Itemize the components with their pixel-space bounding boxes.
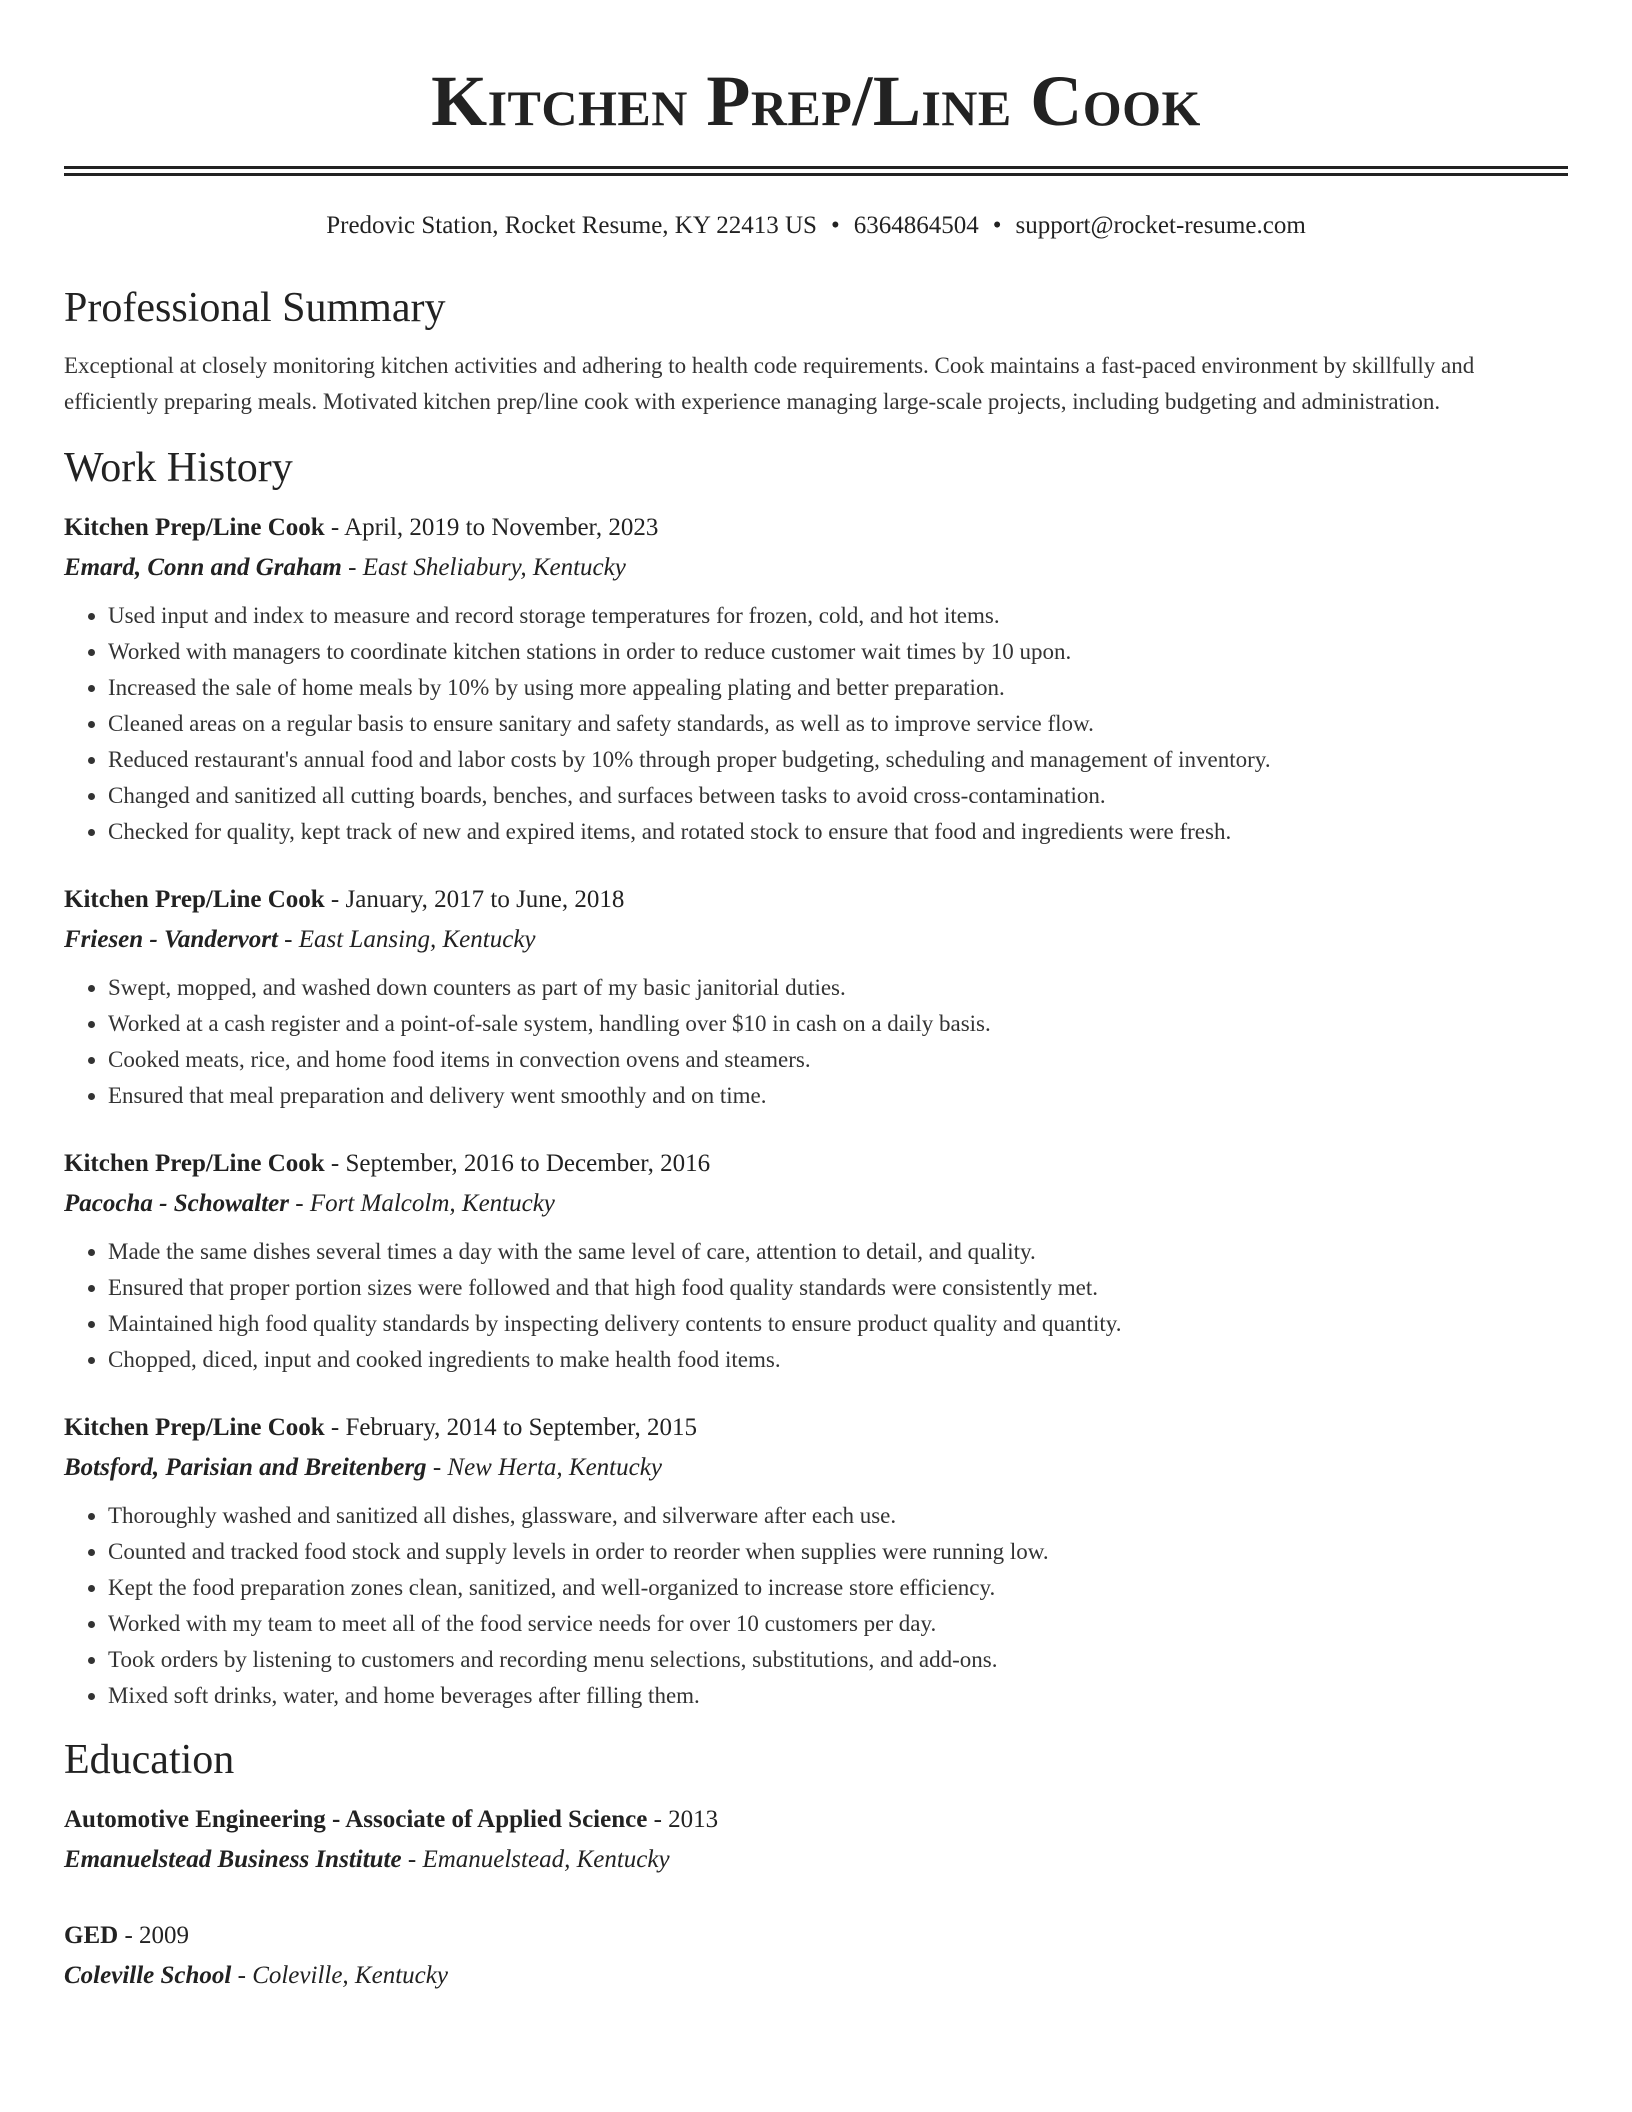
job-company-line <box>64 548 1568 588</box>
dash-separator: - <box>277 926 299 953</box>
education-section-title: Education <box>64 1737 235 1783</box>
dash-separator: - <box>341 554 363 581</box>
education-school-line <box>64 1956 1568 1996</box>
education-school: Emanuelstead Business Institute <box>64 1846 402 1873</box>
summary-text: Exceptional at closely monitoring kitchen activities and adhering to health code requirements. Cook maintains a fast-paced environment by skillfully and efficiently preparing meals. Motivated kitchen prep/line cook with experience managing large-scale projects, including budgeting and administration. <box>64 353 1475 414</box>
contact-address: Predovic Station, Rocket Resume, KY 22413 US <box>326 212 817 239</box>
job-bullet: • Reduced restaurant's annual food and labor costs by 10% through proper budgeting, scheduling and management of inventory. <box>108 742 1568 778</box>
job-title: Kitchen Prep/Line Cook <box>64 886 325 913</box>
education-list <box>64 1800 1568 1996</box>
dash-separator: - <box>324 514 345 541</box>
job-title: Kitchen Prep/Line Cook <box>64 1414 325 1441</box>
job-bullet: • Ensured that proper portion sizes were followed and that high food quality standards were consistently met. <box>108 1270 1568 1306</box>
job-bullet-list <box>64 1234 1568 1378</box>
job-bullet-list <box>64 970 1568 1114</box>
education-year: 2013 <box>668 1806 719 1833</box>
job-bullet: • Used input and index to measure and record storage temperatures for frozen, cold, and hot items. <box>108 598 1568 634</box>
dash-separator: - <box>324 1150 346 1177</box>
job-title-line <box>64 508 1568 548</box>
contact-line <box>64 210 1568 242</box>
education-degree: GED <box>64 1922 119 1949</box>
job-location: East Lansing, Kentucky <box>298 926 536 953</box>
job-bullet: • Thoroughly washed and sanitized all dishes, glassware, and silverware after each use. <box>108 1498 1568 1534</box>
job-bullet: • Worked with my team to meet all of the food service needs for over 10 customers per day. <box>108 1606 1568 1642</box>
dash-separator: - <box>426 1454 448 1481</box>
contact-separator: • <box>992 212 1002 239</box>
education-degree-line <box>64 1800 1568 1840</box>
contact-email: support@rocket-resume.com <box>1015 212 1306 239</box>
contact-separator: • <box>830 212 840 239</box>
job-bullet-list <box>64 598 1568 850</box>
job-title: Kitchen Prep/Line Cook <box>64 1150 325 1177</box>
job-company: Pacocha - Schowalter <box>64 1190 289 1217</box>
summary-section-title: Professional Summary <box>64 285 446 331</box>
dash-separator: - <box>289 1190 310 1217</box>
dash-separator: - <box>118 1922 140 1949</box>
job-bullet: • Worked at a cash register and a point-of-sale system, handling over $10 in cash on a daily basis. <box>108 1006 1568 1042</box>
job-bullet: • Chopped, diced, input and cooked ingredients to make health food items. <box>108 1342 1568 1378</box>
education-entry <box>64 1916 1568 1996</box>
education-school: Coleville School <box>64 1962 232 1989</box>
job-bullet: • Ensured that meal preparation and delivery went smoothly and on time. <box>108 1078 1568 1114</box>
job-bullet: • Changed and sanitized all cutting boards, benches, and surfaces between tasks to avoid cross-contamination. <box>108 778 1568 814</box>
job-bullet: • Counted and tracked food stock and supply levels in order to reorder when supplies were running low. <box>108 1534 1568 1570</box>
dash-separator: - <box>647 1806 669 1833</box>
job-bullet: • Kept the food preparation zones clean, sanitized, and well-organized to increase store efficiency. <box>108 1570 1568 1606</box>
job-bullet: • Worked with managers to coordinate kitchen stations in order to reduce customer wait times by 10 upon. <box>108 634 1568 670</box>
header-double-rule <box>64 166 1568 176</box>
contact-phone: 6364864504 <box>853 212 979 239</box>
education-school-line <box>64 1840 1568 1880</box>
education-location: Emanuelstead, Kentucky <box>422 1846 670 1873</box>
job-location: Fort Malcolm, Kentucky <box>309 1190 555 1217</box>
education-location: Coleville, Kentucky <box>252 1962 448 1989</box>
resume-name-heading: Kitchen Prep/Line Cook <box>431 61 1201 141</box>
job-bullet: • Increased the sale of home meals by 10% by using more appealing plating and better preparation. <box>108 670 1568 706</box>
job-entry <box>64 880 1568 1114</box>
job-dates: September, 2016 to December, 2016 <box>345 1150 711 1177</box>
job-title-line <box>64 1408 1568 1448</box>
job-dates: February, 2014 to September, 2015 <box>345 1414 697 1441</box>
dash-separator: - <box>231 1962 253 1989</box>
job-bullet: • Cooked meats, rice, and home food items in convection ovens and steamers. <box>108 1042 1568 1078</box>
job-bullet: • Swept, mopped, and washed down counters as part of my basic janitorial duties. <box>108 970 1568 1006</box>
job-dates: January, 2017 to June, 2018 <box>345 886 625 913</box>
dash-separator: - <box>324 886 346 913</box>
job-company: Friesen - Vandervort <box>64 926 278 953</box>
education-degree: Automotive Engineering - Associate of Applied Science <box>64 1806 648 1833</box>
job-company-line <box>64 1184 1568 1224</box>
job-company-line <box>64 920 1568 960</box>
job-bullet: • Maintained high food quality standards by inspecting delivery contents to ensure product quality and quantity. <box>108 1306 1568 1342</box>
dash-separator: - <box>401 1846 423 1873</box>
job-location: New Herta, Kentucky <box>447 1454 662 1481</box>
work-history-section-title: Work History <box>64 445 293 491</box>
job-bullet: • Mixed soft drinks, water, and home beverages after filling them. <box>108 1678 1568 1714</box>
work-history-list <box>64 508 1568 1714</box>
job-bullet-list <box>64 1498 1568 1714</box>
job-location: East Sheliabury, Kentucky <box>362 554 626 581</box>
job-bullet: • Took orders by listening to customers and recording menu selections, substitutions, and add-ons. <box>108 1642 1568 1678</box>
job-title-line <box>64 1144 1568 1184</box>
job-bullet: • Cleaned areas on a regular basis to ensure sanitary and safety standards, as well as to improve service flow. <box>108 706 1568 742</box>
job-company: Botsford, Parisian and Breitenberg <box>64 1454 427 1481</box>
dash-separator: - <box>324 1414 346 1441</box>
job-entry <box>64 508 1568 850</box>
job-bullet: • Made the same dishes several times a day with the same level of care, attention to detail, and quality. <box>108 1234 1568 1270</box>
job-company: Emard, Conn and Graham <box>64 554 342 581</box>
job-bullet: • Checked for quality, kept track of new and expired items, and rotated stock to ensure that food and ingredients were fresh. <box>108 814 1568 850</box>
job-entry <box>64 1144 1568 1378</box>
job-title: Kitchen Prep/Line Cook <box>64 514 325 541</box>
education-entry <box>64 1800 1568 1880</box>
job-entry <box>64 1408 1568 1714</box>
job-company-line <box>64 1448 1568 1488</box>
education-degree-line <box>64 1916 1568 1956</box>
job-title-line <box>64 880 1568 920</box>
job-dates: April, 2019 to November, 2023 <box>344 514 659 541</box>
education-year: 2009 <box>139 1922 190 1949</box>
